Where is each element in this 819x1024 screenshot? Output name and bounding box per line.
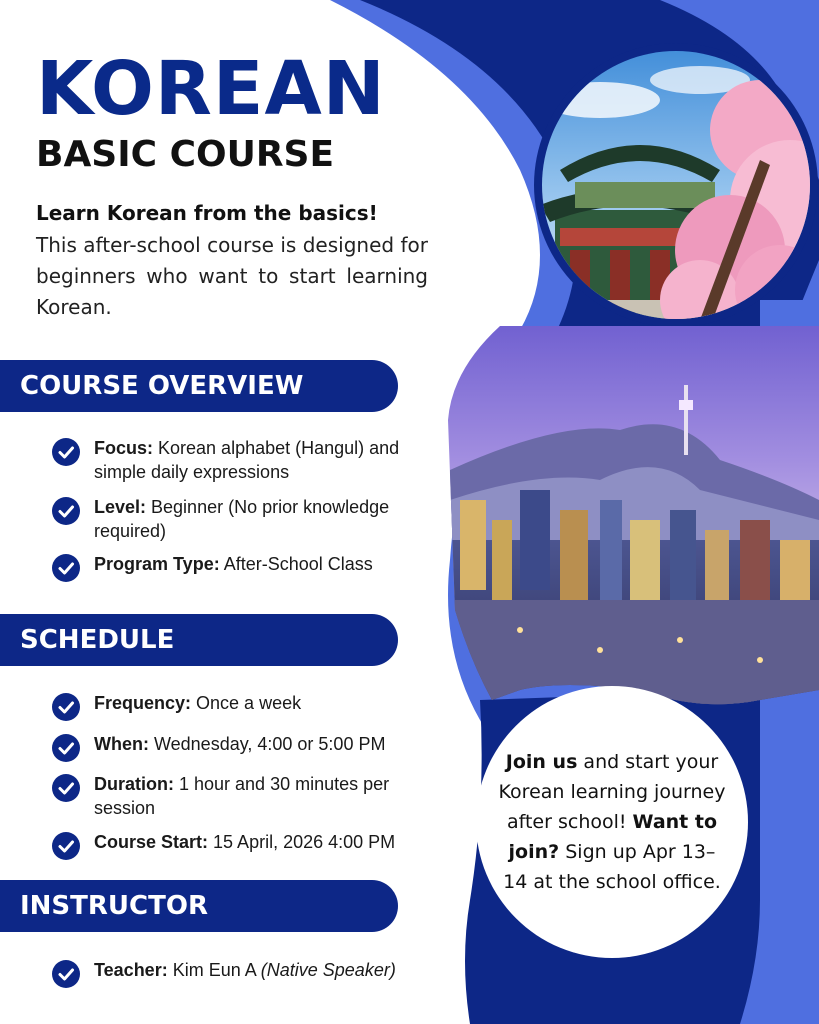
- check-circle-icon: [52, 438, 80, 466]
- intro-heading: Learn Korean from the basics!: [36, 201, 378, 225]
- page-subtitle: BASIC COURSE: [36, 134, 335, 175]
- list-item-text: Teacher: Kim Eun A (Native Speaker): [94, 960, 396, 980]
- list-item: [52, 958, 442, 988]
- list-item-text: Duration: 1 hour and 30 minutes per session: [94, 774, 390, 818]
- list-item: [52, 732, 442, 762]
- list-item-text: Level: Beginner (No prior knowledge required): [94, 497, 390, 541]
- check-circle-icon: [52, 734, 80, 762]
- section-heading-instructor: INSTRUCTOR: [0, 880, 398, 932]
- list-item-text: Focus: Korean alphabet (Hangul) and simple daily expressions: [94, 438, 400, 482]
- check-circle-icon: [52, 832, 80, 860]
- list-item-text: Course Start: 15 April, 2026 4:00 PM: [94, 832, 396, 852]
- list-item: [52, 830, 442, 860]
- check-circle-icon: [52, 554, 80, 582]
- section-heading-overview: COURSE OVERVIEW: [0, 360, 398, 412]
- list-item: [52, 495, 442, 543]
- check-circle-icon: [52, 497, 80, 525]
- list-item-text: Program Type: After-School Class: [94, 554, 373, 574]
- intro-body: This after-school course is designed for beginners who want to start learning Korean.: [36, 233, 428, 319]
- list-item: [52, 691, 442, 721]
- list-item: [52, 436, 442, 484]
- list-item-text: Frequency: Once a week: [94, 693, 302, 713]
- list-item-text: When: Wednesday, 4:00 or 5:00 PM: [94, 734, 386, 754]
- section-heading-schedule: SCHEDULE: [0, 614, 398, 666]
- check-circle-icon: [52, 693, 80, 721]
- page-title: KOREAN: [36, 46, 386, 132]
- check-circle-icon: [52, 774, 80, 802]
- list-item: [52, 772, 442, 820]
- cta-text: Join us and start your Korean learning journey after school! Want to join? Sign up Apr 13–14 at the school office.: [498, 751, 726, 893]
- list-item: [52, 552, 442, 582]
- check-circle-icon: [52, 960, 80, 988]
- cta-circle: [476, 686, 748, 958]
